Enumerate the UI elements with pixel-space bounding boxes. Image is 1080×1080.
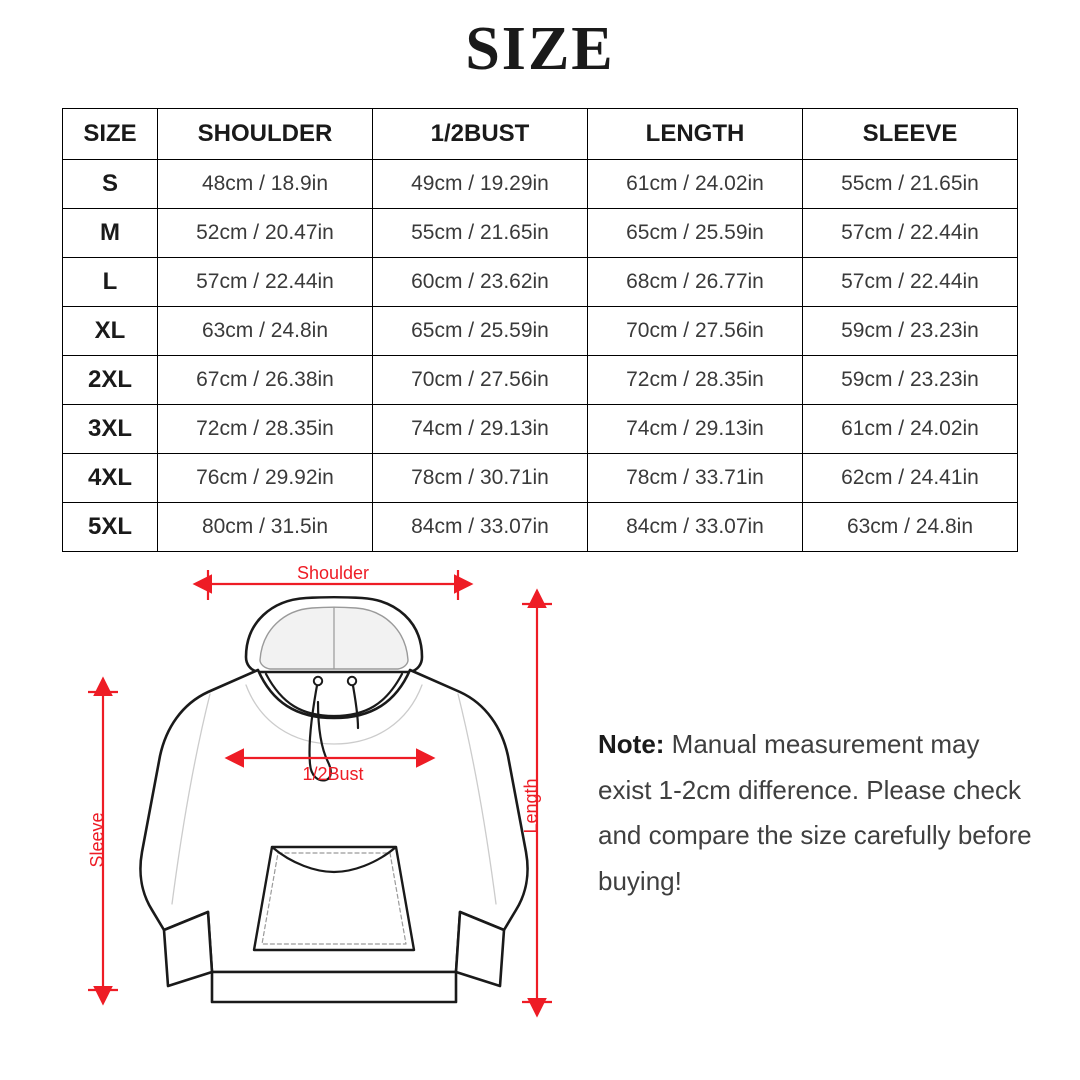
column-header-size: SIZE	[63, 109, 158, 160]
label-length: Length	[521, 778, 541, 834]
table-row	[63, 258, 1018, 307]
cell-sleeve: 59cm / 23.23in	[803, 356, 1018, 405]
cell-size: 4XL	[63, 454, 158, 503]
cell-bust: 70cm / 27.56in	[373, 356, 588, 405]
cell-bust: 84cm / 33.07in	[373, 503, 588, 552]
column-header-shoulder: SHOULDER	[158, 109, 373, 160]
hoodie-measurement-diagram	[60, 552, 580, 1022]
note-text: Manual measurement may exist 1-2cm difference. Please check and compare the size carefully before buying!	[598, 729, 1032, 896]
cell-shoulder: 63cm / 24.8in	[158, 307, 373, 356]
table-row	[63, 209, 1018, 258]
cell-bust: 74cm / 29.13in	[373, 405, 588, 454]
cell-length: 74cm / 29.13in	[588, 405, 803, 454]
cell-sleeve: 55cm / 21.65in	[803, 160, 1018, 209]
cell-size: M	[63, 209, 158, 258]
cell-shoulder: 57cm / 22.44in	[158, 258, 373, 307]
cell-size: XL	[63, 307, 158, 356]
cell-bust: 55cm / 21.65in	[373, 209, 588, 258]
cell-length: 65cm / 25.59in	[588, 209, 803, 258]
column-header-sleeve: SLEEVE	[803, 109, 1018, 160]
cell-size: S	[63, 160, 158, 209]
hoodie-illustration	[140, 597, 527, 1002]
table-row	[63, 405, 1018, 454]
cell-sleeve: 63cm / 24.8in	[803, 503, 1018, 552]
note-block	[598, 722, 1038, 904]
column-header-bust: 1/2BUST	[373, 109, 588, 160]
cell-length: 84cm / 33.07in	[588, 503, 803, 552]
cell-shoulder: 76cm / 29.92in	[158, 454, 373, 503]
cell-bust: 65cm / 25.59in	[373, 307, 588, 356]
cell-length: 61cm / 24.02in	[588, 160, 803, 209]
cell-sleeve: 61cm / 24.02in	[803, 405, 1018, 454]
cell-size: 2XL	[63, 356, 158, 405]
note-label: Note:	[598, 729, 665, 759]
cell-bust: 49cm / 19.29in	[373, 160, 588, 209]
table-row	[63, 160, 1018, 209]
table-header	[63, 109, 1018, 160]
page-title: SIZE	[465, 15, 615, 83]
cell-shoulder: 72cm / 28.35in	[158, 405, 373, 454]
cell-size: 5XL	[63, 503, 158, 552]
table-row	[63, 454, 1018, 503]
cell-length: 70cm / 27.56in	[588, 307, 803, 356]
cell-sleeve: 59cm / 23.23in	[803, 307, 1018, 356]
size-table	[62, 108, 1018, 552]
table-row	[63, 503, 1018, 552]
label-sleeve: Sleeve	[87, 812, 107, 868]
cell-length: 68cm / 26.77in	[588, 258, 803, 307]
cell-length: 72cm / 28.35in	[588, 356, 803, 405]
cell-length: 78cm / 33.71in	[588, 454, 803, 503]
cell-shoulder: 80cm / 31.5in	[158, 503, 373, 552]
cell-shoulder: 52cm / 20.47in	[158, 209, 373, 258]
table-row	[63, 307, 1018, 356]
cell-sleeve: 57cm / 22.44in	[803, 209, 1018, 258]
cell-bust: 60cm / 23.62in	[373, 258, 588, 307]
label-bust: 1/2Bust	[302, 764, 364, 784]
cell-sleeve: 57cm / 22.44in	[803, 258, 1018, 307]
cell-bust: 78cm / 30.71in	[373, 454, 588, 503]
table-body	[63, 160, 1018, 552]
column-header-length: LENGTH	[588, 109, 803, 160]
label-shoulder: Shoulder	[296, 563, 370, 583]
cell-size: L	[63, 258, 158, 307]
cell-shoulder: 67cm / 26.38in	[158, 356, 373, 405]
cell-shoulder: 48cm / 18.9in	[158, 160, 373, 209]
cell-size: 3XL	[63, 405, 158, 454]
table-row	[63, 356, 1018, 405]
cell-sleeve: 62cm / 24.41in	[803, 454, 1018, 503]
table-header-row	[63, 109, 1018, 160]
